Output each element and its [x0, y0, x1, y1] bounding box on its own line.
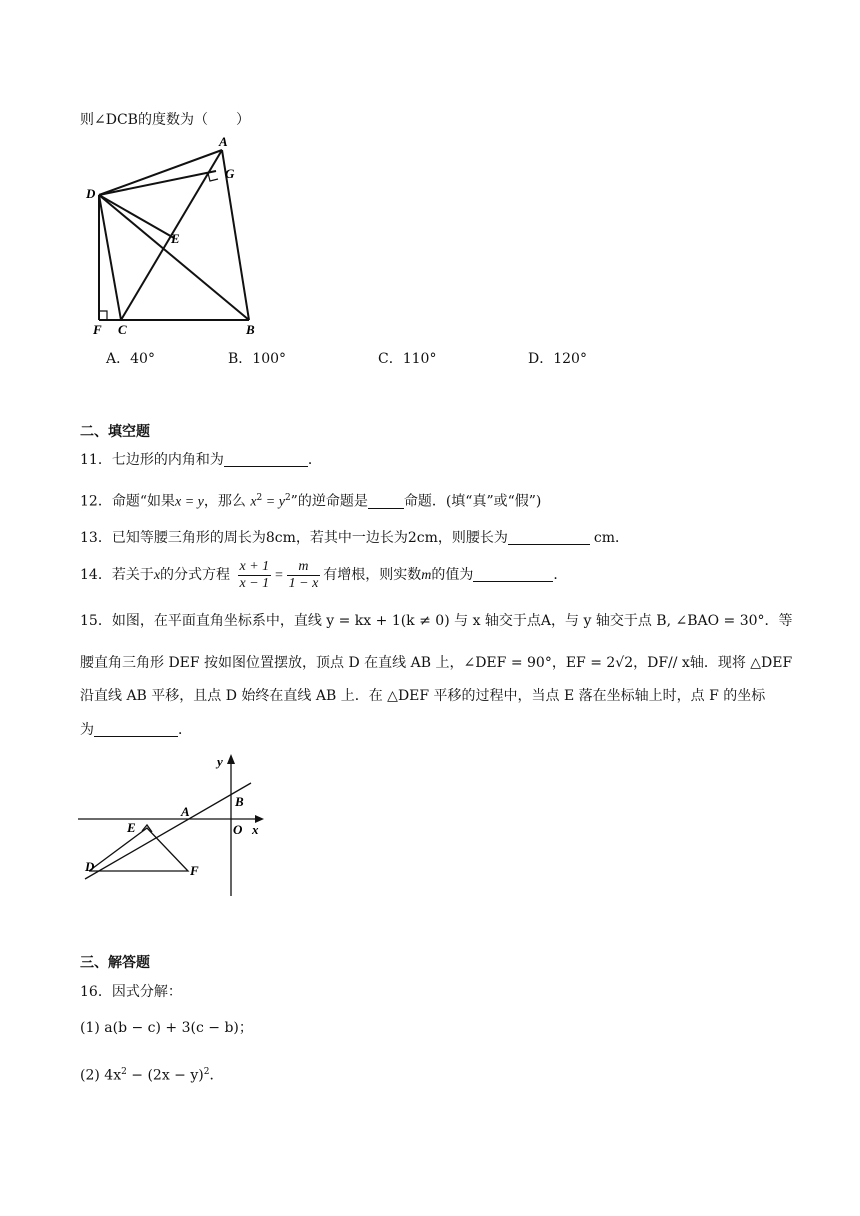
fig2-label-B: B — [235, 794, 244, 809]
q15-line4: 为 ． — [80, 722, 192, 738]
q15-line1: 15．如图，在平面直角坐标系中，直线 y = kx + 1(k ≠ 0) 与 x 轴交于点A，与 y 轴交于点 B, ∠BAO = 30°．等 — [80, 613, 793, 629]
q10-option-c: C．110° — [378, 351, 437, 367]
fig2-label-D: D — [85, 859, 95, 874]
fig2-label-O: O — [233, 822, 243, 837]
fig-label-C: C — [118, 322, 127, 337]
q12-answer-blank[interactable] — [368, 493, 404, 509]
q15-answer-blank[interactable] — [94, 721, 178, 737]
fig2-label-F: F — [190, 863, 199, 878]
q10-option-b: B．100° — [228, 351, 287, 367]
fig-label-F: F — [93, 322, 102, 337]
fig-label-D: D — [86, 186, 96, 201]
fig2-label-y: y — [217, 754, 223, 769]
q15-coordinate-figure — [75, 750, 275, 900]
q14-answer-blank[interactable] — [473, 566, 553, 582]
q13-answer-blank[interactable] — [508, 529, 590, 545]
q15-line2: 腰直角三角形 DEF 按如图位置摆放，顶点 D 在直线 AB 上，∠DEF = 90°，EF = 2√2，DF// x轴．现将 △DEF — [80, 655, 793, 671]
q14: 14．若关于x的分式方程 $\frac{x + 1}{x - 1}$ = $\frac{m}{1 - x}$ 有增根，则实数m的值为 ． — [80, 558, 568, 591]
section-title-solve: 三、解答题 — [80, 955, 150, 971]
fig-label-E: E — [171, 231, 180, 246]
q13: 13．已知等腰三角形的周长为8cm，若其中一边长为2cm，则腰长为 cm． — [80, 530, 630, 546]
q16-part2: (2) $4x^2 - (2x - y)^2$． — [80, 1067, 224, 1084]
section-title-fill-in: 二、填空题 — [80, 424, 150, 440]
q11: 11．七边形的内角和为 ． — [80, 452, 322, 468]
q10-option-d: D．120° — [528, 351, 587, 367]
q16-stem: 16．因式分解： — [80, 984, 182, 1000]
fig-label-A: A — [219, 135, 228, 149]
q10-quadrilateral-figure — [80, 135, 280, 340]
fig-label-B: B — [246, 322, 255, 337]
fig2-label-E: E — [127, 820, 136, 835]
fig-label-G: G — [225, 166, 235, 181]
q14-right-fraction: $\frac{m}{1 - x}$ — [288, 558, 319, 591]
q14-left-fraction: $\frac{x + 1}{x - 1}$ — [239, 558, 270, 591]
q12: 12．命题“如果x = y，那么 $x^2 = y^2$”的逆命题是 命题．(填“真”或“假”) — [80, 493, 542, 510]
q11-answer-blank[interactable] — [224, 451, 308, 467]
fig2-label-A: A — [181, 804, 190, 819]
fig2-label-x: x — [252, 822, 259, 837]
q10-option-a: A．40° — [106, 351, 155, 367]
q15-line3: 沿直线 AB 平移，且点 D 始终在直线 AB 上．在 △DEF 平移的过程中，当点 E 落在坐标轴上时，点 F 的坐标 — [80, 688, 766, 704]
q16-part1: (1) a(b − c) + 3(c − b)； — [80, 1020, 253, 1036]
q10-stem: 则∠DCB的度数为（ ） — [80, 112, 250, 128]
